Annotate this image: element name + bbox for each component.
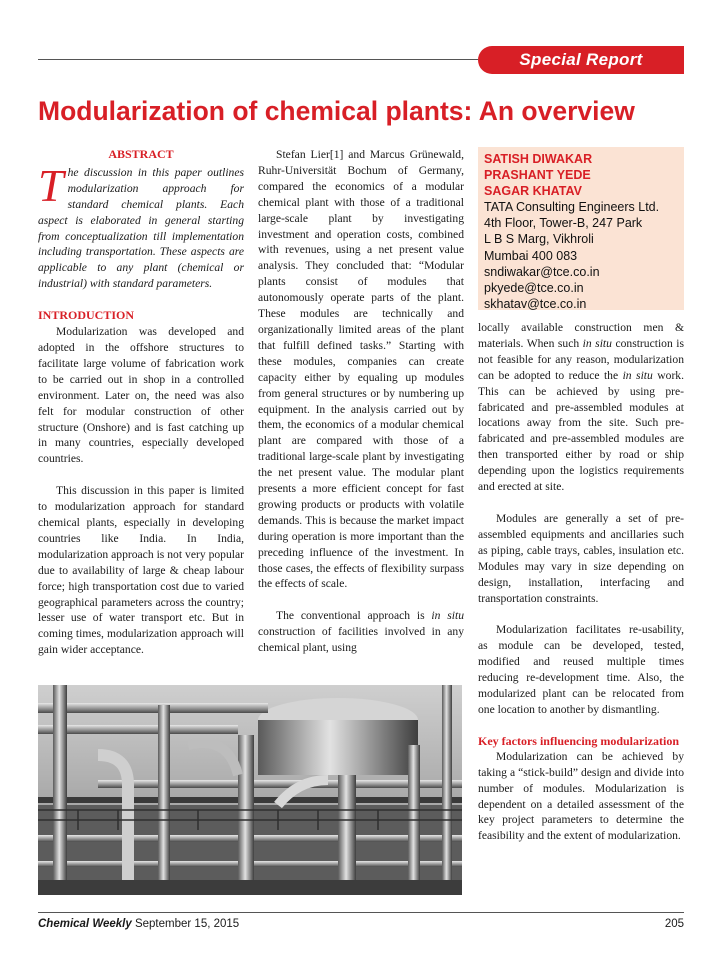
issue-date: September 15, 2015 xyxy=(134,918,240,930)
author-affiliation: TATA Consulting Engineers Ltd. xyxy=(484,200,660,214)
author-email: skhatav@tce.co.in xyxy=(484,297,587,312)
text-run: construction of facilities involved in any chemical plant, using xyxy=(258,625,464,655)
plant-illustration xyxy=(38,685,462,895)
author-name: PRASHANT YEDE xyxy=(484,168,591,182)
author-address: Mumbai 400 083 xyxy=(484,248,578,263)
column2-paragraph-1: Stefan Lier[1] and Marcus Grünewald, Ruhr-Universität Bochum of Germany, compared the economics of a modular chemical plant with those of a traditional large-scale plant by investigating investment and operation costs, combined with revenues, using a net present value analysis. They concluded that: “Modular plants consist of modules that autonomously operate parts of the plant. These modules are technically and organizationally limited areas of the plant that fulfill defined tasks.” Starting with these modules, companies can create capacity either by equaling up modules from general structures or by numbering up equipment. In the analysis carried out by them, the economics of a modular chemical plant are compared with those of a traditional large-scale plant by investigating the net present value. The modular plant presents a more efficient concept for fast growing products or products with volatile demands. This is because the market impact during operation is more important than the preceding influence of the investment. In those cases, the effects of flexibility surpass the effects of scale. xyxy=(258,148,464,591)
column3-paragraph-4: Modularization can be achieved by taking a “stick-build” design and divide into number of modules. Modularization is dependent on a detailed assessment of the key project parameters to determine the feasibility and the extent of modularization. xyxy=(478,749,684,843)
plant-photograph xyxy=(38,685,462,895)
page-number: 205 xyxy=(664,918,684,930)
author-name: SATISH DIWAKAR xyxy=(484,152,593,166)
introduction-heading: INTRODUCTION xyxy=(38,308,135,323)
author-name: SAGAR KHATAV xyxy=(484,184,582,198)
section-badge: Special Report xyxy=(478,46,684,74)
article-title: Modularization of chemical plants: An overview xyxy=(38,96,635,126)
abstract-text: he discussion in this paper outlines modularization approach for standard chemical plants. Each aspect is elaborated in general starting from conceptualization till implementation including transportation. These aspects are applicable to any plant (chemical or industrial) with standard parameters. xyxy=(38,165,244,291)
footer-rule xyxy=(38,912,684,913)
drop-cap: T xyxy=(38,159,64,211)
text-run: work. This can be achieved by using pre-fabricated and pre-assembled modules at locations away from the site. Such pre-fabricated and pre-assembled modules are then transported either by road or ship depending upon the logistics requirements and erected at site. xyxy=(478,368,684,494)
column3-paragraph-2: Modules are generally a set of pre-assembled equipments and ancillaries such as piping, cable trays, cables, insulation etc. Modules may vary in size depending on design, installation, interfacing and transportation constraints. xyxy=(478,511,684,605)
intro-paragraph-1: Modularization was developed and adopted in the offshore structures to facilitate large volume of fabrication work to be carried out in shop in a controlled environment. Later on, the need was also felt for modular construction of other structure (Onshore) and is fast catching up in many countries, especially developed countries. xyxy=(38,325,244,466)
column-1 xyxy=(38,147,244,658)
header-rule xyxy=(38,59,478,60)
column3-paragraph-1 xyxy=(478,320,684,495)
journal-name: Chemical Weekly xyxy=(38,918,132,930)
italic-term: in situ xyxy=(622,368,653,382)
abstract-body xyxy=(38,159,244,292)
column-3 xyxy=(478,320,684,844)
column3-paragraph-3: Modularization facilitates re-usability, as module can be developed, tested, modified and reused multiple times reducing re-development time. Also, the modularized plant can be relocated from one location to another by dismantling. xyxy=(478,623,684,716)
column2-paragraph-2 xyxy=(258,608,464,656)
italic-term: in situ xyxy=(431,609,464,623)
author-box xyxy=(478,147,684,310)
italic-term: in situ xyxy=(582,336,612,350)
author-email: sndiwakar@tce.co.in xyxy=(484,264,600,279)
intro-paragraph-2: This discussion in this paper is limited to modularization approach for standard chemical plants, especially in developing countries like India. In India, modularization approach is not very popular due to availability of large & cheap labour force; high transportation cost due to varied geographical parameters across the country; lesser use of water transport etc. But in coming times, modularization approach will gain wider acceptance. xyxy=(38,484,244,657)
text-run: The conventional approach is xyxy=(276,609,432,623)
author-address: L B S Marg, Vikhroli xyxy=(484,232,594,247)
text-run: locally available construction men & materials. When such xyxy=(478,321,684,350)
abstract-heading: ABSTRACT xyxy=(108,147,174,161)
column-2 xyxy=(258,147,464,656)
footer-citation xyxy=(38,918,239,930)
text-run: construction is not feasible for any reason, modularization can be adopted to reduce the xyxy=(478,336,685,382)
author-address: 4th Floor, Tower-B, 247 Park xyxy=(484,216,643,231)
key-factors-heading: Key factors influencing modularization xyxy=(478,733,679,748)
author-email: pkyede@tce.co.in xyxy=(484,281,584,296)
